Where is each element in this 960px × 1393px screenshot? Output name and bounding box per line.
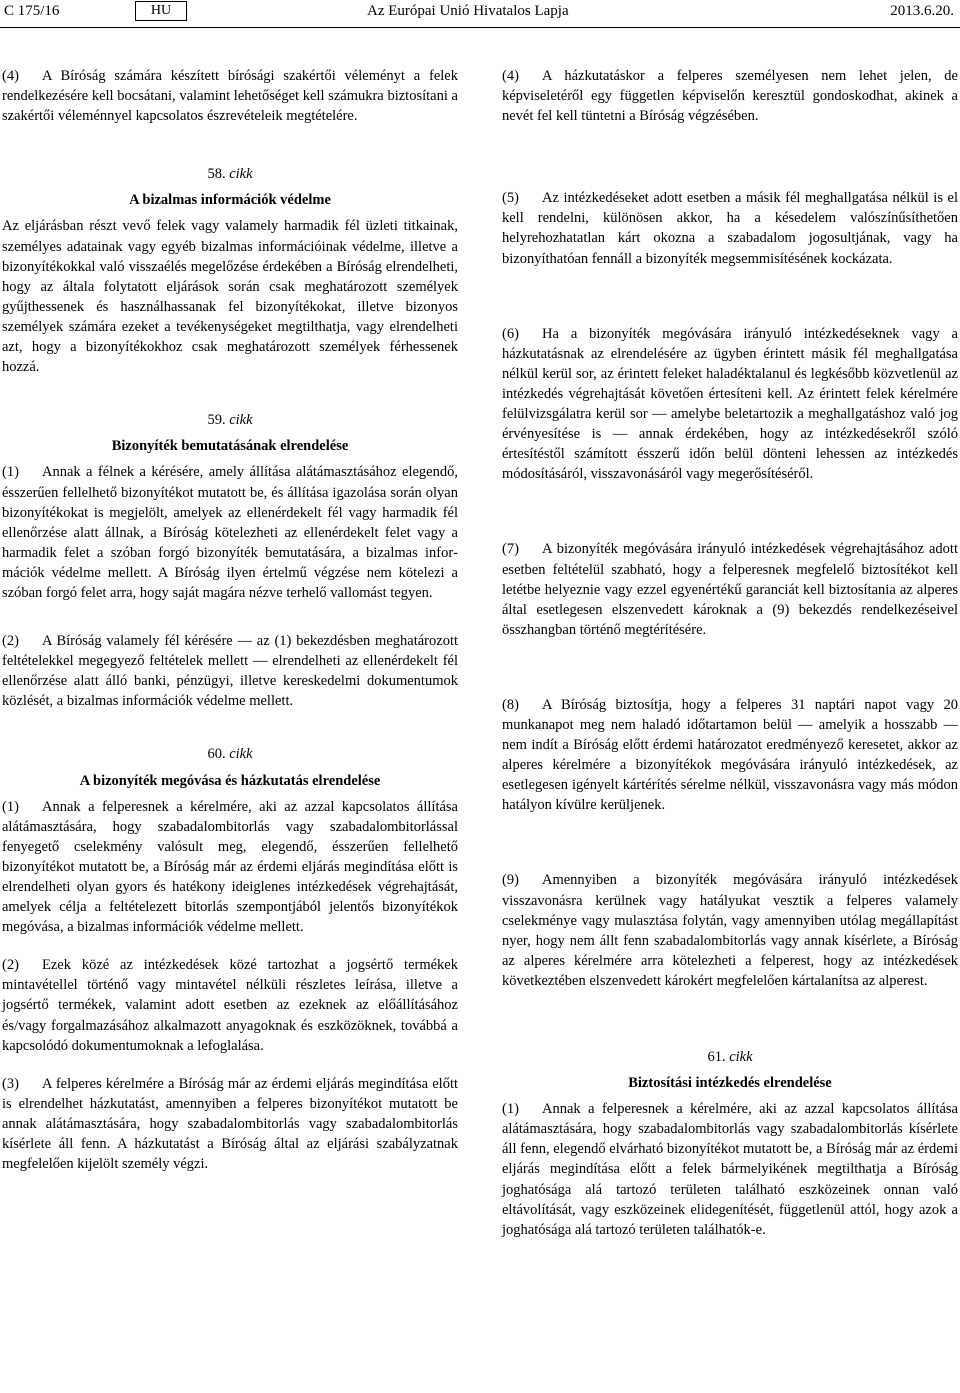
- article-59-paragraph-2: (2) A Bíróság valamely fél kérésére — az (1) bekezdésben meghatározott feltételekkel megegyező feltételek mellett — elrendelheti az ellenérdekelt fél ellenőrzése alatt álló banki, pénzügyi, illetve kereskedelmi dokumentumok közlését, a bizalmas információk védelme mellett.: [2, 633, 458, 710]
- article-61-number: 61. cikk: [707, 1049, 753, 1065]
- paragraph-4: [2, 66, 458, 126]
- article-58-number: 58. cikk: [207, 166, 253, 183]
- language-badge: HU: [135, 1, 187, 21]
- article-59-title: Bizonyíték bemutatásának elrendelése: [111, 438, 349, 455]
- article-59-number: 59. cikk: [207, 412, 253, 429]
- article-59-paragraph-1: (1) Annak a félnek a kérésére, amely állítása alátámasztásához elegendő, ésszerűen fellelhető bizonyítékot mutatott be, és állítása igazolása során olyan bizonyítékokat is megjelölt, amelyek az ellenérdekelt fél vagy harmadik fél ellenőrzése alatt állnak, a Bíróság kötelezheti az ellenérdekelt felet vagy a harmadik felet a szóban forgó bizonyíték bemutatására, a bizalmas információk védelme mellett. A Bíróság ilyen értelmű végzése nem kötelezi a szóban forgó felet arra, hogy saját magára nézve terhelő vallomást tegyen.: [2, 464, 458, 601]
- article-60-paragraph-2: (2) Ezek közé az intézkedések közé tartozhat a jogsértő termékek mintavétellel történő vagy mintavétel nélküli részletes leírása, illetve a jogsértő termékek, valamint adott esetben az ezeknek az előállításához és/vagy forgalmazásához alkalmazott anyagoknak és eszközöknek, továbbá a kapcsolódó dokumentumoknak a lefoglalása.: [2, 957, 458, 1054]
- article-60-title: A bizonyíték megóvása és házkutatás elrendelése: [79, 772, 381, 789]
- article-58-text: Az eljárásban részt vevő felek vagy valamely harmadik fél üzleti titkainak, személyes adatainak vagy egyéb bizalmas információinak védelme, illetve a bizonyítékokkal való visszaélés megelőzése érdekében a Bíróság elrendelheti, hogy az általa folytatott eljárások során csak meghatározott személyek gyűjthessenek és használhassanak fel bizonyítékokat, illetve bizonyos személyek számára ezeket a tevékenységeket megtilthatja, vagy elrendelheti azt, hogy a bizonyítékokhoz csak meghatározott személyek férhessenek hozzá.: [2, 218, 458, 376]
- right-column: [502, 66, 958, 1240]
- article-60-paragraph-6: (6) Ha a bizonyíték megóvására irányuló intézkedéseknek vagy a házkutatásnak az elrendelésére az ügyben érintett másik fél meghallgatása nélkül kerül sor, az érintett feleket haladéktalanul és legkésőbb közvetlenül az intézkedés végrehajtását követően értesíteni kell. Az érintett felek kérelmére felülvizsgálatra kerül sor — amelybe beletartozik a meghallgatáshoz való jog érvényesítése is — annak érdekében, hogy az intézkedésekről szóló értesítéstől számított ésszerű időn belül dönteni lehessen az intézkedés módosításáról, visszavonásáról vagy megerősítéséről.: [502, 325, 958, 483]
- article-60-paragraph-7: (7) A bizonyíték megóvására irányuló intézkedések végrehajtásához adott esetben feltételül szabható, hogy a felperesnek megfelelő biztosítékot kell letétbe helyeznie vagy ezzel egyenértékű garanciát kell biztosítania az alperes által esetlegesen elszenvedett károknak a (9) bekezdés rendelkezéseivel összhangban történő megtérítésére.: [502, 541, 958, 638]
- journal-title: Az Európai Unió Hivatalos Lapja: [367, 3, 569, 19]
- paragraph-text: A Bíróság számára készített bírósági szakértői véleményt a felek rendelkezésére kell bocsátani, valamint lehetőséget kell számukra biztosítani a szakértői véleménnyel kapcsolatos észrevételeik megtételére.: [2, 68, 458, 125]
- article-60-paragraph-5: (5) Az intézkedéseket adott esetben a másik fél meghallgatása nélkül is el kell rendelni, különösen akkor, ha a késedelem valószínűsíthetően helyrehozhatatlan kárt okozna a szabadalom jogosultjának, vagy ha bizonyíthatóan fennáll a bizonyíték megsemmisítésének kockázata.: [502, 190, 958, 267]
- article-58-title: A bizalmas információk védelme: [129, 192, 331, 209]
- article-61-title: Biztosítási intézkedés elrendelése: [628, 1075, 832, 1092]
- left-column: [2, 66, 458, 1174]
- publication-date: 2013.6.20.: [890, 3, 954, 19]
- header-rule: [0, 27, 960, 28]
- article-60-paragraph-1: (1) Annak a felperesnek a kérelmére, aki az azzal kapcsolatos állítása alátámasztására, hogy szabadalombitorlás vagy szabadalombitorlással fenyegető cselekmény valósult meg, elegendő, ésszerűen fellelhető bizonyítékot mutatott be, a Bíróság már az érdemi eljárás megindítása előtt is elrendelheti olyan gyors és hatékony ideiglenes intézkedések végrehajtását, amelyek célja a feltételezett bitorlás szempontjából jelentős bizonyítékok megóvása, a bizalmas információk védelme mellett.: [2, 798, 458, 936]
- article-60-number: 60. cikk: [207, 746, 253, 763]
- article-61-paragraph-1: (1) Annak a felperesnek a kérelmére, aki az azzal kapcsolatos állítása alátámasztására, hogy szabadalombitorlás vagy szabadalombitorlás kísérlete áll fenn, elegendő elvárható bizonyítékot mutatott be, a Bíróság már az érdemi eljárás megindítása előtt a felek bármelyikének megtilthatja a Bíróság joghatósága alá tartozó területen található eszközeinek onnan való eltávolítását, vagy eszközeinek elidegenítését, függetlenül attól, hogy azok a joghatósága alá tartozó területen találhatók-e.: [502, 1101, 958, 1238]
- article-60-paragraph-8: (8) A Bíróság biztosítja, hogy a felperes 31 naptári napot vagy 20 munkanapot meg nem haladó időtartamon belül — amelyik a hosszabb — nem indít a Bíróság előtt érdemi határozatot eredményező keresetet, akkor az alperes kérelmére a bizonyítékok megóvására irányuló intézkedések, az esetlegesen igényelt kártérítés sérelme nélkül, visszavonásra vagy más módon hatályon kívülre kerüljenek.: [502, 696, 958, 814]
- paragraph-number: (4): [2, 68, 19, 84]
- article-60-paragraph-4: (4) A házkutatáskor a felperes személyesen nem lehet jelen, de képviseletéről egy független képviselőn keresztül gondoskodhat, akinek a nevét fel kell tüntetni a Bíróság végzésében.: [502, 68, 958, 125]
- page-header: [0, 0, 960, 30]
- article-60-paragraph-9: (9) Amennyiben a bizonyíték megóvására irányuló intézkedések visszavonásra kerülnek vagy hatályukat vesztik a felperes valamely cselekménye vagy mulasztása folytán, vagy amennyiben utólag megállapítást nyer, hogy nem állt fenn szabadalombitorlás vagy annak kísérlete, a Bíróság az alperes kérelmére arra kötelezheti a felperest, hogy az intézkedések következtében elszenvedett károkért megfelelően kártalanítsa az alperest.: [502, 872, 958, 989]
- journal-reference: C 175/16: [4, 3, 60, 19]
- article-60-paragraph-3: (3) A felperes kérelmére a Bíróság már az érdemi eljárás megindítása előtt is elrendelhet házkutatást, amennyiben a felperes bizonyítékot mutatott be annak alátámasztására, hogy szabadalombitorlás vagy szabadalombitorlás kísérlete áll fenn. A házkutatást a Bíróság által az eljárási szabályzatnak megfelelően kijelölt személy végzi.: [2, 1075, 458, 1173]
